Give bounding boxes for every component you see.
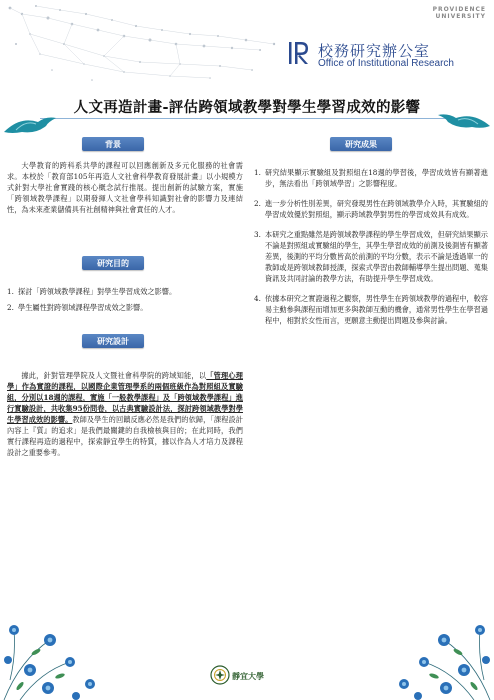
purpose-list [7,286,243,322]
office-name-english: Office of Institutional Research [318,58,454,69]
bird-right-icon [436,110,492,132]
purpose-item-number: 2. [7,303,14,312]
results-item [254,167,488,189]
design-heading: 研究設計 [82,334,144,348]
purpose-item-text: 學生屬性對跨領域課程學習成效之影響。 [18,303,148,312]
bird-left-icon [2,112,58,138]
results-item-number: 4. [254,294,261,303]
school-name: 靜宜大學 [232,672,264,681]
results-item [254,229,488,284]
results-item-number: 2. [254,199,261,208]
purpose-heading: 研究目的 [82,256,144,270]
title-divider [40,118,454,119]
purpose-item-text: 探討「跨領域教學課程」對學生學習成效之影響。 [18,287,177,296]
results-item-text: 本研究之重點雖然是跨領域教學課程的學生學習成效，但研究結果顯示不論是對照組或實驗組的學生，其學生學習成效的前測及後測皆有顯著差異，後測的平均分數皆高於前測的平均分數，表示不論是透過單一的教師或是跨領域教師授課，探索式學習由教師輔導學生提出問題、蒐集資訊及共同討論的教學方法，有助提升學生學習成效。 [265,230,488,283]
design-text [7,370,243,458]
school-emblem-icon [210,665,230,685]
purpose-item [7,286,243,297]
results-item [254,293,488,326]
university-english-name [433,6,486,20]
purpose-item [7,302,243,313]
results-item-text: 研究結果顯示實驗組及對照組在18週的學習後，學習成效皆有顯著進步，無法看出「跨領域學習」之影響程度。 [265,168,488,188]
background-heading: 背景 [82,137,144,151]
header [0,0,494,92]
poster-title: 人文再造計畫-評估跨領域教學對學生學習成效的影響 [73,99,421,116]
university-line-2: UNIVERSITY [435,13,486,20]
results-heading: 研究成果 [330,137,392,151]
purpose-item-number: 1. [7,287,14,296]
background-text: 大學教育的跨科系共學的課程可以回應創新及多元化服務的社會需求。本校於「教育部105年再造人文社會科學教育發展計畫」以小規模方式針對大學社會實踐的核心概念試行推展。提出創新的試驗方案，實施「跨領域教學課程」以期發揮人文社會學科知識對社會的影響力及連結性，為未來產業儲備具有社創精神與社會責任的人才。 [7,161,243,214]
results-item-number: 3. [254,230,261,239]
results-item-text: 依據本研究之實證過程之觀察，男性學生在跨領域教學的過程中，較容易主動參與課程而增加更多與教師互動的機會，通常男性學生在學習過程中，相對於女性而言，更願意主動提出問題及參與討論。 [265,294,488,325]
results-item-number: 1. [254,168,261,177]
office-name-chinese: 校務研究辦公室 [318,42,431,60]
results-list [254,167,488,335]
flower-decoration-left-icon [0,600,110,700]
results-item-text: 進一步分析性別差異，研究發現男性在跨領域教學介入時，其實驗組的學習成效優於對照組，顯示跨域教學對男性的學習成效具有成效。 [265,199,488,219]
flower-decoration-right-icon [384,600,494,700]
design-tail-text: 教師及學生的回饋反應必然是我們的依歸，「課程設計內容上『質』的追求」是我們最關鍵的自我檢核與目的；在此同時，我們實行課程再造的過程中，探索靜宜學生的特質，據以作為人才培力及課程設計之重要參考。 [7,415,243,457]
design-lead-text: 據此，針對管理學院及人文暨社會科學院的跨域知能，以 [21,371,207,380]
design-highlight-text: 「管理心理學」作為實證的課程，以國際企業管理學系的兩個班級作為對照組及實驗組，分別以18週的課程，實施「一般教學課程」及「跨領域教學課程」進行實驗設計，共收集95份問卷，以古典實驗設計法，探討跨領域教學對學生學習成效的影響。 [7,371,243,424]
results-item [254,198,488,220]
office-logo-icon [288,40,310,66]
university-line-1: PROVIDENCE [432,6,486,13]
